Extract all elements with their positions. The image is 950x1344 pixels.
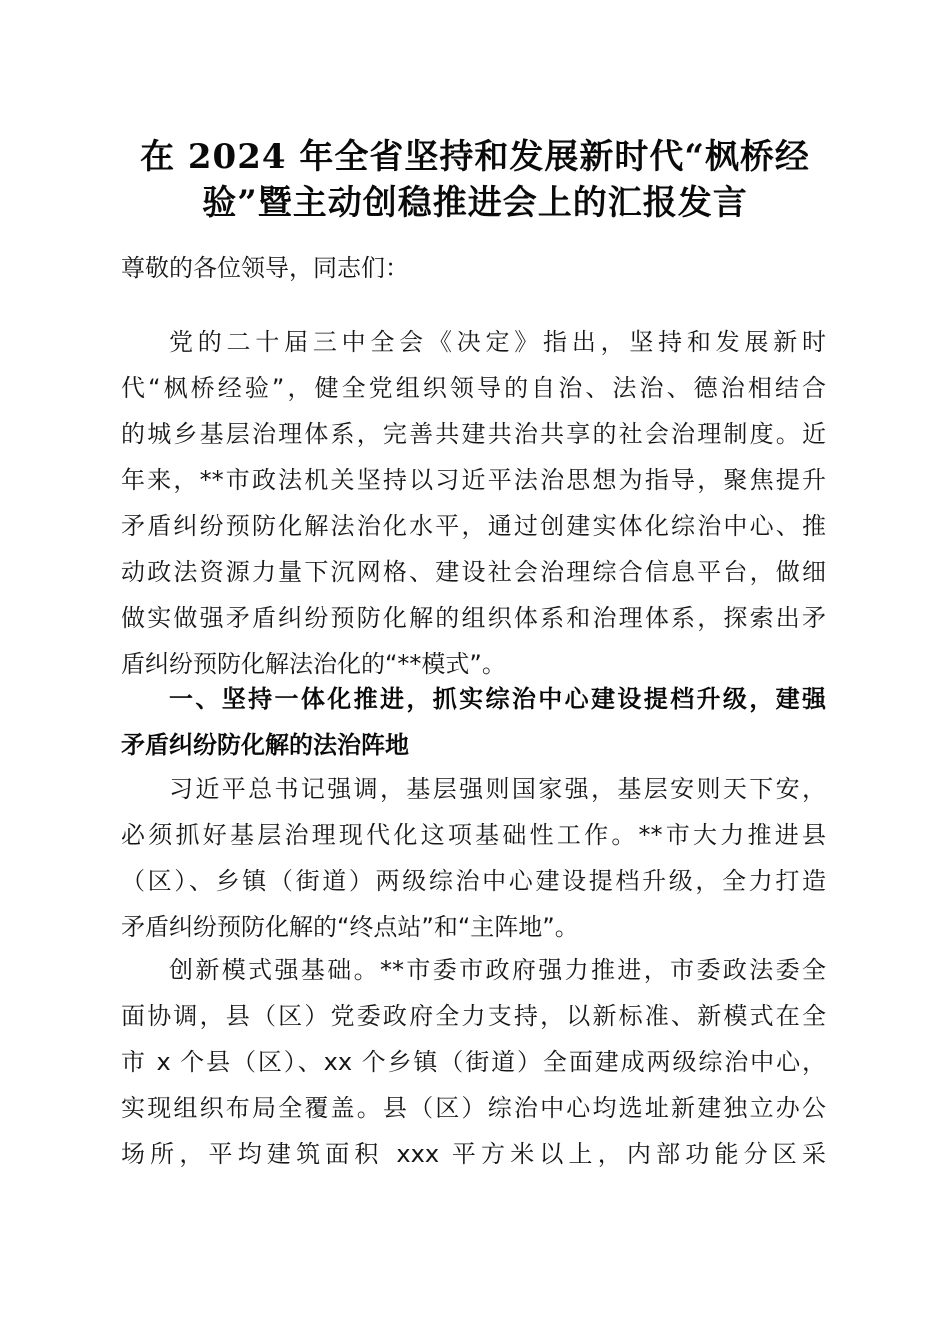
salutation <box>121 245 826 291</box>
intro-paragraph <box>121 319 826 687</box>
paragraph-line: 必须抓好基层治理现代化这项基础性工作。**市大力推进县 <box>121 821 826 849</box>
section-heading <box>121 676 826 768</box>
section-paragraph <box>121 766 826 950</box>
paragraph-line: 实现组织布局全覆盖。县（区）综治中心均选址新建独立办公 <box>121 1094 826 1122</box>
paragraph-line: 矛盾纠纷预防化解的“终点站”和“主阵地”。 <box>121 913 579 941</box>
heading-line: 一、坚持一体化推进，抓实综治中心建设提档升级，建强 <box>169 685 826 713</box>
document-title <box>110 134 840 226</box>
paragraph-line: 市 x 个县（区）、xx 个乡镇（街道）全面建成两级综治中心， <box>121 1048 826 1076</box>
title-line: 验”暨主动创稳推进会上的汇报发言 <box>202 183 748 223</box>
paragraph-line: 做实做强矛盾纠纷预防化解的组织体系和治理体系，探索出矛 <box>121 604 826 632</box>
paragraph-line: 的城乡基层治理体系，完善共建共治共享的社会治理制度。近 <box>121 420 826 448</box>
paragraph-line: 创新模式强基础。**市委市政府强力推进，市委政法委全 <box>169 956 826 984</box>
paragraph-line: 习近平总书记强调，基层强则国家强，基层安则天下安， <box>169 775 826 803</box>
section-paragraph <box>121 947 826 1177</box>
paragraph-line: 矛盾纠纷预防化解法治化水平，通过创建实体化综治中心、推 <box>121 512 826 540</box>
paragraph-line: 面协调，县（区）党委政府全力支持，以新标准、新模式在全 <box>121 1002 826 1030</box>
paragraph-line: 动政法资源力量下沉网格、建设社会治理综合信息平台，做细 <box>121 558 826 586</box>
paragraph-line: 代“枫桥经验”，健全党组织领导的自治、法治、德治相结合 <box>121 374 826 402</box>
paragraph-line: 场所，平均建筑面积 xxx 平方米以上，内部功能分区采 <box>121 1140 826 1168</box>
paragraph-line: 盾纠纷预防化解法治化的“**模式”。 <box>121 650 506 678</box>
paragraph-line: 党的二十届三中全会《决定》指出，坚持和发展新时 <box>169 328 826 356</box>
title-line: 在 2024 年全省坚持和发展新时代“枫桥经 <box>140 137 810 177</box>
salutation-text: 尊敬的各位领导，同志们： <box>121 254 409 282</box>
paragraph-line: （区）、乡镇（街道）两级综治中心建设提档升级，全力打造 <box>121 867 826 895</box>
heading-line: 矛盾纠纷防化解的法治阵地 <box>121 731 409 759</box>
paragraph-line: 年来，**市政法机关坚持以习近平法治思想为指导，聚焦提升 <box>121 466 826 494</box>
